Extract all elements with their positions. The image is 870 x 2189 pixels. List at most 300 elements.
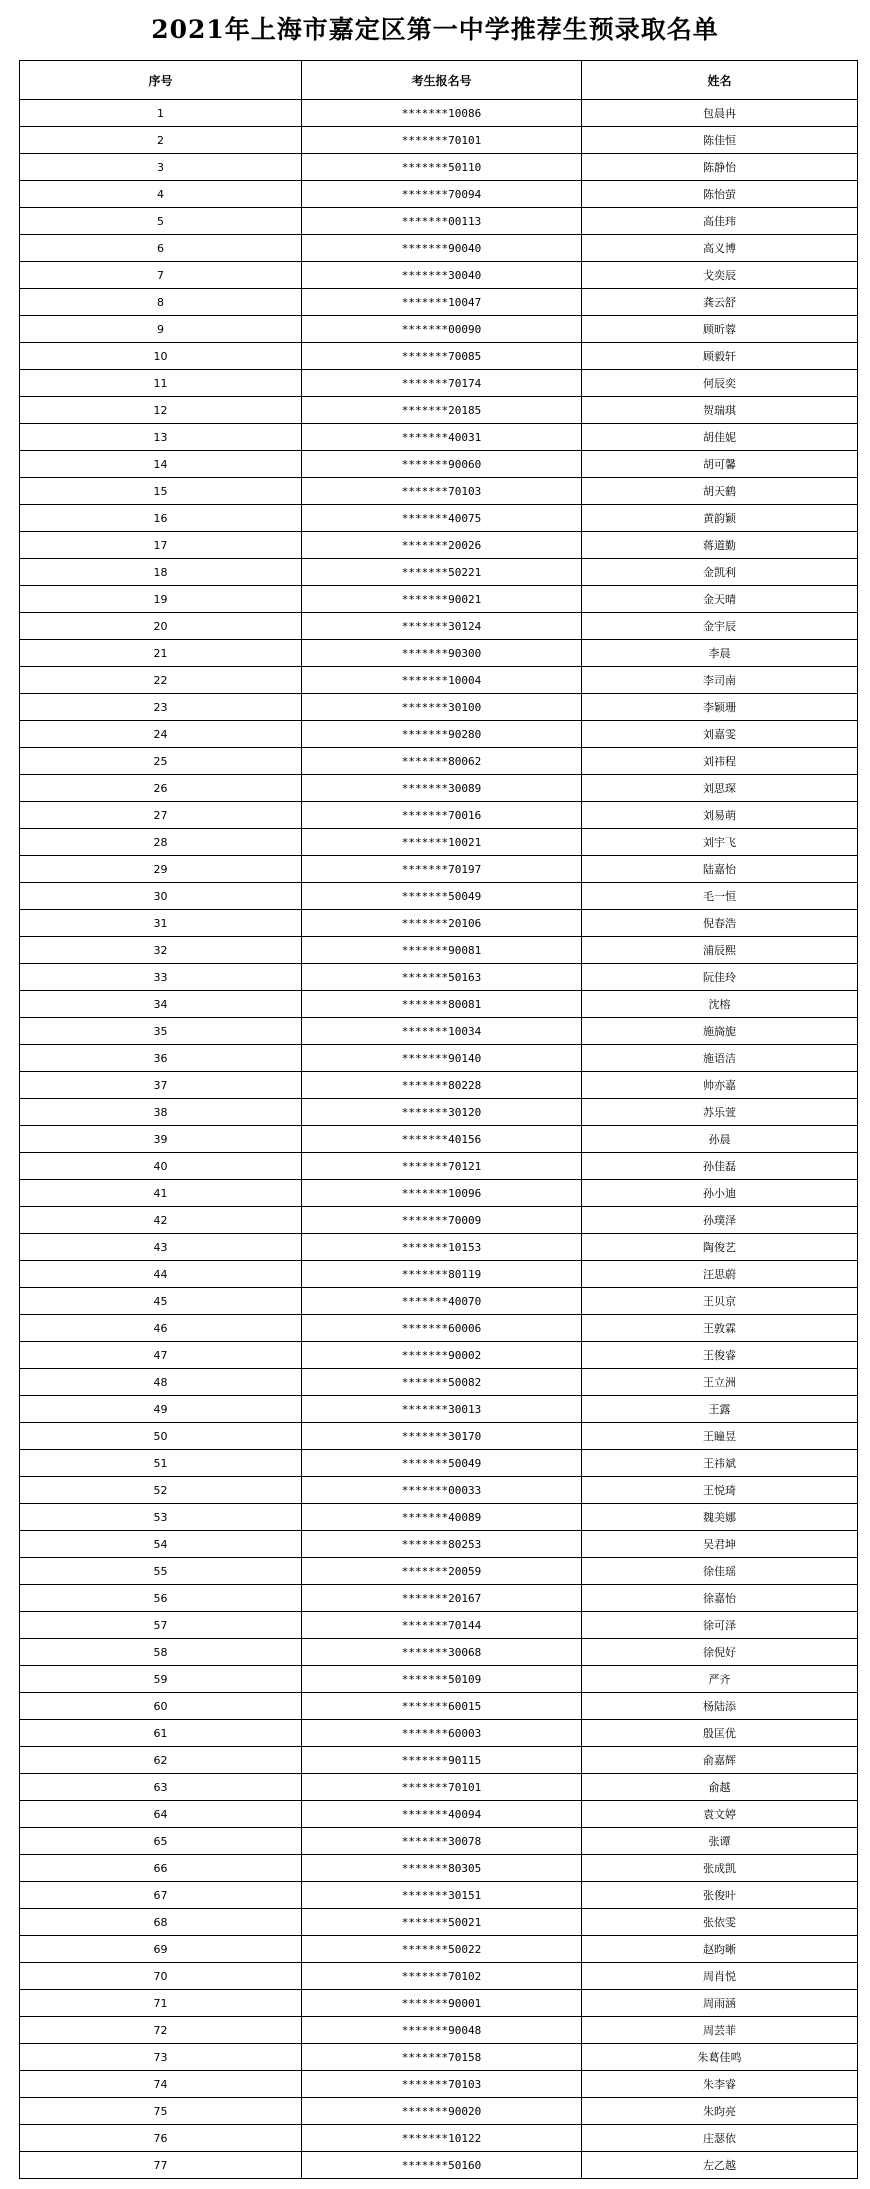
column-header-registration-number: 考生报名号 [302,61,582,100]
student-name-cell: 何辰奕 [582,370,858,397]
registration-number-cell: *******80081 [302,991,582,1018]
serial-cell: 1 [20,100,302,127]
serial-cell: 68 [20,1909,302,1936]
student-name-cell: 金天晴 [582,586,858,613]
serial-cell: 58 [20,1639,302,1666]
serial-cell: 48 [20,1369,302,1396]
serial-cell: 67 [20,1882,302,1909]
registration-number-cell: *******30040 [302,262,582,289]
registration-number-cell: *******50163 [302,964,582,991]
table-row [20,1450,858,1477]
table-row [20,667,858,694]
student-name-cell: 胡天鹤 [582,478,858,505]
registration-number-cell: *******50221 [302,559,582,586]
registration-number-cell: *******70101 [302,1774,582,1801]
table-row [20,1342,858,1369]
registration-number-cell: *******50021 [302,1909,582,1936]
student-name-cell: 孙璞泽 [582,1207,858,1234]
serial-cell: 19 [20,586,302,613]
student-name-cell: 吴君坤 [582,1531,858,1558]
table-row [20,2044,858,2071]
registration-number-cell: *******90115 [302,1747,582,1774]
registration-number-cell: *******50049 [302,1450,582,1477]
serial-cell: 28 [20,829,302,856]
student-name-cell: 孙晨 [582,1126,858,1153]
serial-cell: 55 [20,1558,302,1585]
table-row [20,1099,858,1126]
student-name-cell: 杨陆添 [582,1693,858,1720]
student-name-cell: 王露 [582,1396,858,1423]
serial-cell: 38 [20,1099,302,1126]
registration-number-cell: *******90300 [302,640,582,667]
registration-number-cell: *******10153 [302,1234,582,1261]
table-row [20,1477,858,1504]
serial-cell: 62 [20,1747,302,1774]
table-row [20,2017,858,2044]
registration-number-cell: *******50082 [302,1369,582,1396]
table-row [20,505,858,532]
student-name-cell: 顾昕蓉 [582,316,858,343]
table-row [20,1612,858,1639]
registration-number-cell: *******70085 [302,343,582,370]
serial-cell: 24 [20,721,302,748]
table-row [20,154,858,181]
student-name-cell: 魏美娜 [582,1504,858,1531]
registration-number-cell: *******10122 [302,2125,582,2152]
table-row [20,1423,858,1450]
registration-number-cell: *******70102 [302,1963,582,1990]
registration-number-cell: *******70121 [302,1153,582,1180]
registration-number-cell: *******60015 [302,1693,582,1720]
registration-number-cell: *******20106 [302,910,582,937]
student-name-cell: 王贝京 [582,1288,858,1315]
table-row [20,613,858,640]
registration-number-cell: *******90021 [302,586,582,613]
serial-cell: 12 [20,397,302,424]
table-row [20,1072,858,1099]
table-row [20,1882,858,1909]
serial-cell: 56 [20,1585,302,1612]
table-row [20,1369,858,1396]
serial-cell: 16 [20,505,302,532]
table-row [20,721,858,748]
table-row [20,1234,858,1261]
registration-number-cell: *******80119 [302,1261,582,1288]
table-row [20,1396,858,1423]
registration-number-cell: *******40089 [302,1504,582,1531]
registration-number-cell: *******50110 [302,154,582,181]
table-row [20,235,858,262]
serial-cell: 59 [20,1666,302,1693]
serial-cell: 18 [20,559,302,586]
serial-cell: 77 [20,2152,302,2179]
registration-number-cell: *******50049 [302,883,582,910]
student-name-cell: 王瞳昱 [582,1423,858,1450]
serial-cell: 42 [20,1207,302,1234]
table-row [20,1153,858,1180]
table-row [20,559,858,586]
table-row [20,478,858,505]
registration-number-cell: *******80062 [302,748,582,775]
table-row [20,1315,858,1342]
student-name-cell: 沈榕 [582,991,858,1018]
student-name-cell: 周芸菲 [582,2017,858,2044]
registration-number-cell: *******10086 [302,100,582,127]
table-row [20,586,858,613]
table-row [20,1288,858,1315]
student-name-cell: 顾毅轩 [582,343,858,370]
registration-number-cell: *******30124 [302,613,582,640]
serial-cell: 9 [20,316,302,343]
serial-cell: 76 [20,2125,302,2152]
table-row [20,1855,858,1882]
registration-number-cell: *******70103 [302,478,582,505]
serial-cell: 71 [20,1990,302,2017]
table-row [20,748,858,775]
table-row [20,2125,858,2152]
registration-number-cell: *******70158 [302,2044,582,2071]
registration-number-cell: *******60003 [302,1720,582,1747]
table-row [20,1936,858,1963]
registration-number-cell: *******90081 [302,937,582,964]
table-row [20,1207,858,1234]
student-name-cell: 张谭 [582,1828,858,1855]
table-row [20,1666,858,1693]
student-name-cell: 阮佳玲 [582,964,858,991]
student-name-cell: 周肖悦 [582,1963,858,1990]
table-row [20,316,858,343]
student-name-cell: 刘宇飞 [582,829,858,856]
serial-cell: 23 [20,694,302,721]
registration-number-cell: *******70103 [302,2071,582,2098]
serial-cell: 41 [20,1180,302,1207]
registration-number-cell: *******30120 [302,1099,582,1126]
student-name-cell: 金凯利 [582,559,858,586]
serial-cell: 15 [20,478,302,505]
student-name-cell: 张成凯 [582,1855,858,1882]
registration-number-cell: *******90040 [302,235,582,262]
student-name-cell: 朱昀亮 [582,2098,858,2125]
serial-cell: 7 [20,262,302,289]
registration-number-cell: *******20185 [302,397,582,424]
table-row [20,694,858,721]
student-name-cell: 王立洲 [582,1369,858,1396]
student-name-cell: 施语洁 [582,1045,858,1072]
table-header [20,61,858,100]
table-row [20,2071,858,2098]
serial-cell: 35 [20,1018,302,1045]
serial-cell: 27 [20,802,302,829]
registration-number-cell: *******20059 [302,1558,582,1585]
serial-cell: 6 [20,235,302,262]
student-name-cell: 金宇辰 [582,613,858,640]
registration-number-cell: *******90140 [302,1045,582,1072]
student-name-cell: 徐可泽 [582,1612,858,1639]
student-name-cell: 刘嘉雯 [582,721,858,748]
table-row [20,262,858,289]
student-name-cell: 帅亦嘉 [582,1072,858,1099]
student-name-cell: 胡佳妮 [582,424,858,451]
table-row [20,451,858,478]
registration-number-cell: *******40075 [302,505,582,532]
serial-cell: 34 [20,991,302,1018]
serial-cell: 52 [20,1477,302,1504]
table-row [20,1693,858,1720]
registration-number-cell: *******10047 [302,289,582,316]
table-row [20,208,858,235]
registration-number-cell: *******10034 [302,1018,582,1045]
table-row [20,424,858,451]
table-row [20,1774,858,1801]
table-row [20,1828,858,1855]
page-title: 2021年上海市嘉定区第一中学推荐生预录取名单 [151,15,719,44]
serial-cell: 53 [20,1504,302,1531]
student-name-cell: 陆嘉怡 [582,856,858,883]
serial-cell: 75 [20,2098,302,2125]
table-row [20,1720,858,1747]
serial-cell: 69 [20,1936,302,1963]
serial-cell: 50 [20,1423,302,1450]
student-name-cell: 李司南 [582,667,858,694]
serial-cell: 45 [20,1288,302,1315]
admission-table [19,60,858,2179]
student-name-cell: 毛一恒 [582,883,858,910]
registration-number-cell: *******90002 [302,1342,582,1369]
registration-number-cell: *******90280 [302,721,582,748]
student-name-cell: 王俊睿 [582,1342,858,1369]
serial-cell: 13 [20,424,302,451]
table-row [20,1558,858,1585]
table-row [20,1747,858,1774]
column-header-name: 姓名 [582,61,858,100]
registration-number-cell: *******30170 [302,1423,582,1450]
serial-cell: 40 [20,1153,302,1180]
serial-cell: 61 [20,1720,302,1747]
table-row [20,937,858,964]
serial-cell: 25 [20,748,302,775]
registration-number-cell: *******50160 [302,2152,582,2179]
table-row [20,1909,858,1936]
serial-cell: 43 [20,1234,302,1261]
table-row [20,100,858,127]
table-row [20,1585,858,1612]
serial-cell: 4 [20,181,302,208]
student-name-cell: 施旖旎 [582,1018,858,1045]
serial-cell: 54 [20,1531,302,1558]
column-header-serial: 序号 [20,61,302,100]
serial-cell: 26 [20,775,302,802]
table-row [20,802,858,829]
student-name-cell: 刘祎程 [582,748,858,775]
serial-cell: 29 [20,856,302,883]
table-row [20,397,858,424]
registration-number-cell: *******70101 [302,127,582,154]
registration-number-cell: *******80228 [302,1072,582,1099]
serial-cell: 64 [20,1801,302,1828]
table-row [20,1531,858,1558]
table-row [20,1504,858,1531]
registration-number-cell: *******90060 [302,451,582,478]
table-row [20,1963,858,1990]
registration-number-cell: *******50109 [302,1666,582,1693]
registration-number-cell: *******30013 [302,1396,582,1423]
student-name-cell: 徐佳瑶 [582,1558,858,1585]
student-name-cell: 浦辰熙 [582,937,858,964]
table-row [20,1261,858,1288]
table-row [20,181,858,208]
registration-number-cell: *******30089 [302,775,582,802]
registration-number-cell: *******70016 [302,802,582,829]
registration-number-cell: *******00033 [302,1477,582,1504]
table-row [20,1018,858,1045]
serial-cell: 60 [20,1693,302,1720]
serial-cell: 21 [20,640,302,667]
header-row [20,61,858,100]
registration-number-cell: *******70174 [302,370,582,397]
serial-cell: 74 [20,2071,302,2098]
student-name-cell: 刘思琛 [582,775,858,802]
student-name-cell: 袁文婷 [582,1801,858,1828]
serial-cell: 17 [20,532,302,559]
table-row [20,964,858,991]
registration-number-cell: *******10004 [302,667,582,694]
table-row [20,991,858,1018]
serial-cell: 31 [20,910,302,937]
student-name-cell: 贺瑞琪 [582,397,858,424]
registration-number-cell: *******30078 [302,1828,582,1855]
table-row [20,2152,858,2179]
registration-number-cell: *******90048 [302,2017,582,2044]
registration-number-cell: *******80305 [302,1855,582,1882]
student-name-cell: 倪春浩 [582,910,858,937]
serial-cell: 30 [20,883,302,910]
serial-cell: 73 [20,2044,302,2071]
table-row [20,775,858,802]
table-row [20,343,858,370]
table-row [20,1639,858,1666]
table-body [20,100,858,2179]
student-name-cell: 李颖珊 [582,694,858,721]
student-name-cell: 戈奕辰 [582,262,858,289]
registration-number-cell: *******40094 [302,1801,582,1828]
table-row [20,289,858,316]
student-name-cell: 陈静怡 [582,154,858,181]
serial-cell: 3 [20,154,302,181]
student-name-cell: 徐倪好 [582,1639,858,1666]
student-name-cell: 王敦霖 [582,1315,858,1342]
registration-number-cell: *******60006 [302,1315,582,1342]
student-name-cell: 朱葛佳鸣 [582,2044,858,2071]
serial-cell: 8 [20,289,302,316]
serial-cell: 20 [20,613,302,640]
serial-cell: 22 [20,667,302,694]
serial-cell: 14 [20,451,302,478]
table-row [20,532,858,559]
student-name-cell: 朱李睿 [582,2071,858,2098]
student-name-cell: 陈怡萤 [582,181,858,208]
student-name-cell: 徐嘉怡 [582,1585,858,1612]
student-name-cell: 周雨涵 [582,1990,858,2017]
table-row [20,856,858,883]
serial-cell: 32 [20,937,302,964]
serial-cell: 36 [20,1045,302,1072]
student-name-cell: 孙小迪 [582,1180,858,1207]
registration-number-cell: *******40156 [302,1126,582,1153]
registration-number-cell: *******70144 [302,1612,582,1639]
serial-cell: 37 [20,1072,302,1099]
student-name-cell: 李晨 [582,640,858,667]
student-name-cell: 王祎斌 [582,1450,858,1477]
registration-number-cell: *******00090 [302,316,582,343]
serial-cell: 5 [20,208,302,235]
registration-number-cell: *******70197 [302,856,582,883]
student-name-cell: 严齐 [582,1666,858,1693]
serial-cell: 33 [20,964,302,991]
serial-cell: 66 [20,1855,302,1882]
registration-number-cell: *******00113 [302,208,582,235]
registration-number-cell: *******90020 [302,2098,582,2125]
table-row [20,1045,858,1072]
serial-cell: 44 [20,1261,302,1288]
table-row [20,370,858,397]
registration-number-cell: *******40070 [302,1288,582,1315]
student-name-cell: 陈佳恒 [582,127,858,154]
student-name-cell: 庄瑟依 [582,2125,858,2152]
serial-cell: 49 [20,1396,302,1423]
registration-number-cell: *******10021 [302,829,582,856]
registration-number-cell: *******30100 [302,694,582,721]
student-name-cell: 刘易萌 [582,802,858,829]
student-name-cell: 俞越 [582,1774,858,1801]
serial-cell: 46 [20,1315,302,1342]
student-name-cell: 黄韵颖 [582,505,858,532]
registration-number-cell: *******90001 [302,1990,582,2017]
serial-cell: 72 [20,2017,302,2044]
registration-number-cell: *******30068 [302,1639,582,1666]
serial-cell: 63 [20,1774,302,1801]
table-row [20,883,858,910]
registration-number-cell: *******20026 [302,532,582,559]
serial-cell: 70 [20,1963,302,1990]
student-name-cell: 陶俊艺 [582,1234,858,1261]
table-row [20,640,858,667]
registration-number-cell: *******40031 [302,424,582,451]
student-name-cell: 赵昀晰 [582,1936,858,1963]
registration-number-cell: *******20167 [302,1585,582,1612]
registration-number-cell: *******70009 [302,1207,582,1234]
registration-number-cell: *******10096 [302,1180,582,1207]
student-name-cell: 高佳玮 [582,208,858,235]
student-name-cell: 孙佳磊 [582,1153,858,1180]
student-name-cell: 张俊叶 [582,1882,858,1909]
student-name-cell: 高义博 [582,235,858,262]
student-name-cell: 殷匡优 [582,1720,858,1747]
registration-number-cell: *******50022 [302,1936,582,1963]
student-name-cell: 王悦琦 [582,1477,858,1504]
serial-cell: 57 [20,1612,302,1639]
student-name-cell: 龚云舒 [582,289,858,316]
table-row [20,1180,858,1207]
registration-number-cell: *******70094 [302,181,582,208]
table-row [20,1990,858,2017]
serial-cell: 51 [20,1450,302,1477]
student-name-cell: 左乙越 [582,2152,858,2179]
table-row [20,1126,858,1153]
serial-cell: 39 [20,1126,302,1153]
serial-cell: 2 [20,127,302,154]
student-name-cell: 胡可馨 [582,451,858,478]
registration-number-cell: *******30151 [302,1882,582,1909]
